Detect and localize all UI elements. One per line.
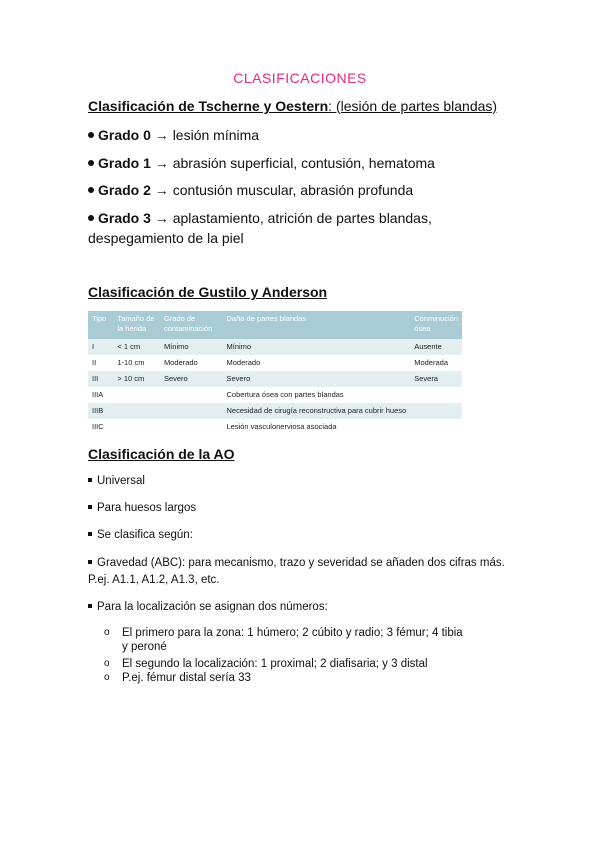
tscherne-heading [88,98,497,114]
table-row [88,355,462,371]
table-cell [160,387,223,403]
circle-bullet-icon: o [104,658,110,669]
table-row [88,387,462,403]
arrow-icon: → [154,127,169,143]
grado-label: Grado 0 [98,127,151,143]
table-cell: Moderado [223,355,411,371]
table-row [88,339,462,355]
ao-item-text: Para huesos largos [97,502,197,514]
table-cell: Severa [410,371,462,387]
table-cell: Ausente [410,339,462,355]
table-cell [113,387,160,403]
ao-item-huesos [88,502,196,514]
bullet-icon [88,505,92,509]
table-row [88,371,462,387]
arrow-icon: → [154,182,169,198]
column-header: Tipo [88,311,113,339]
bullet-icon [88,560,92,564]
table-cell: Lesión vasculonerviosa asociada [223,419,411,435]
table-row [88,403,462,419]
table-header-row [88,311,462,339]
table-cell: IIIA [88,387,113,403]
grado-0-item [88,127,259,143]
gustilo-table [88,311,462,435]
ao-subitem-text: El primero para la zona: 1 húmero; 2 cúbito y radio; 3 fémur; 4 tibia y peroné [122,627,463,653]
column-header: Daño de partes blandas [223,311,411,339]
bullet-icon [88,160,94,166]
bullet-icon [88,132,94,138]
table-cell [160,403,223,419]
column-header: Conminución ósea [410,311,462,339]
table-cell: 1-10 cm [113,355,160,371]
table-cell: < 1 cm [113,339,160,355]
ao-item-text: Universal [97,475,145,487]
table-cell: Necesidad de cirugía reconstructiva para cubrir hueso [223,403,411,419]
ao-subitem-zona [104,626,470,654]
table-cell [113,419,160,435]
ao-item-localizacion [88,601,328,613]
grado-text: abrasión superficial, contusión, hematoma [172,155,435,171]
bullet-icon [88,187,94,193]
table-cell [410,403,462,419]
circle-bullet-icon: o [104,672,110,683]
arrow-icon: → [154,155,169,171]
ao-subitem-localizacion [104,657,470,671]
circle-bullet-icon: o [104,627,110,638]
table-cell: Moderado [160,355,223,371]
table-cell [410,419,462,435]
ao-item-text: Gravedad (ABC): para mecanismo, trazo y severidad se añaden dos cifras más. P.ej. A1.1, A1.2, A1.3, etc. [88,557,505,586]
grado-3-item [88,208,518,248]
table-cell: Moderada [410,355,462,371]
ao-heading: Clasificación de la AO [88,446,235,462]
table-cell [410,387,462,403]
bullet-icon [88,532,92,536]
grado-label: Grado 1 [98,155,151,171]
grado-text: lesión mínima [172,127,260,143]
table-cell: > 10 cm [113,371,160,387]
table-cell: Cobertura ósea con partes blandas [223,387,411,403]
ao-item-universal [88,475,145,487]
table-cell: Severo [160,371,223,387]
table-cell: I [88,339,113,355]
table-cell: III [88,371,113,387]
tscherne-heading-text: Clasificación de Tscherne y Oestern [88,98,329,114]
table-cell [160,419,223,435]
table-cell: II [88,355,113,371]
table-cell: Severo [223,371,411,387]
gustilo-heading: Clasificación de Gustilo y Anderson [88,284,328,300]
grado-1-item [88,155,435,171]
arrow-icon: → [154,210,169,226]
table-cell: IIIC [88,419,113,435]
grado-text: contusión muscular, abrasión profunda [172,182,414,198]
ao-item-gravedad [88,555,508,589]
column-header: Grado de contaminación [160,311,223,339]
table-cell: IIIB [88,403,113,419]
bullet-icon [88,604,92,608]
table-cell: Mínimo [223,339,411,355]
table-row [88,419,462,435]
ao-subitem-text: El segundo la localización: 1 proximal; 2 diafisaria; y 3 distal [122,658,428,670]
bullet-icon [88,215,94,221]
ao-item-text: Se clasifica según: [97,529,193,541]
grado-label: Grado 2 [98,182,151,198]
ao-item-text: Para la localización se asignan dos números: [97,601,328,613]
bullet-icon [88,478,92,482]
tscherne-heading-suffix: : (lesión de partes blandas) [328,98,498,114]
ao-subitem-ejemplo [104,671,470,685]
grado-text: aplastamiento, atrición de partes blandas, despegamiento de la piel [88,210,432,246]
column-header: Tamaño de la herida [113,311,160,339]
grado-2-item [88,182,413,198]
table-cell: Mínimo [160,339,223,355]
ao-subitem-text: P.ej. fémur distal sería 33 [122,672,251,684]
page-title: CLASIFICACIONES [233,70,367,86]
grado-label: Grado 3 [98,210,151,226]
ao-item-clasifica [88,529,193,541]
table-cell [113,403,160,419]
